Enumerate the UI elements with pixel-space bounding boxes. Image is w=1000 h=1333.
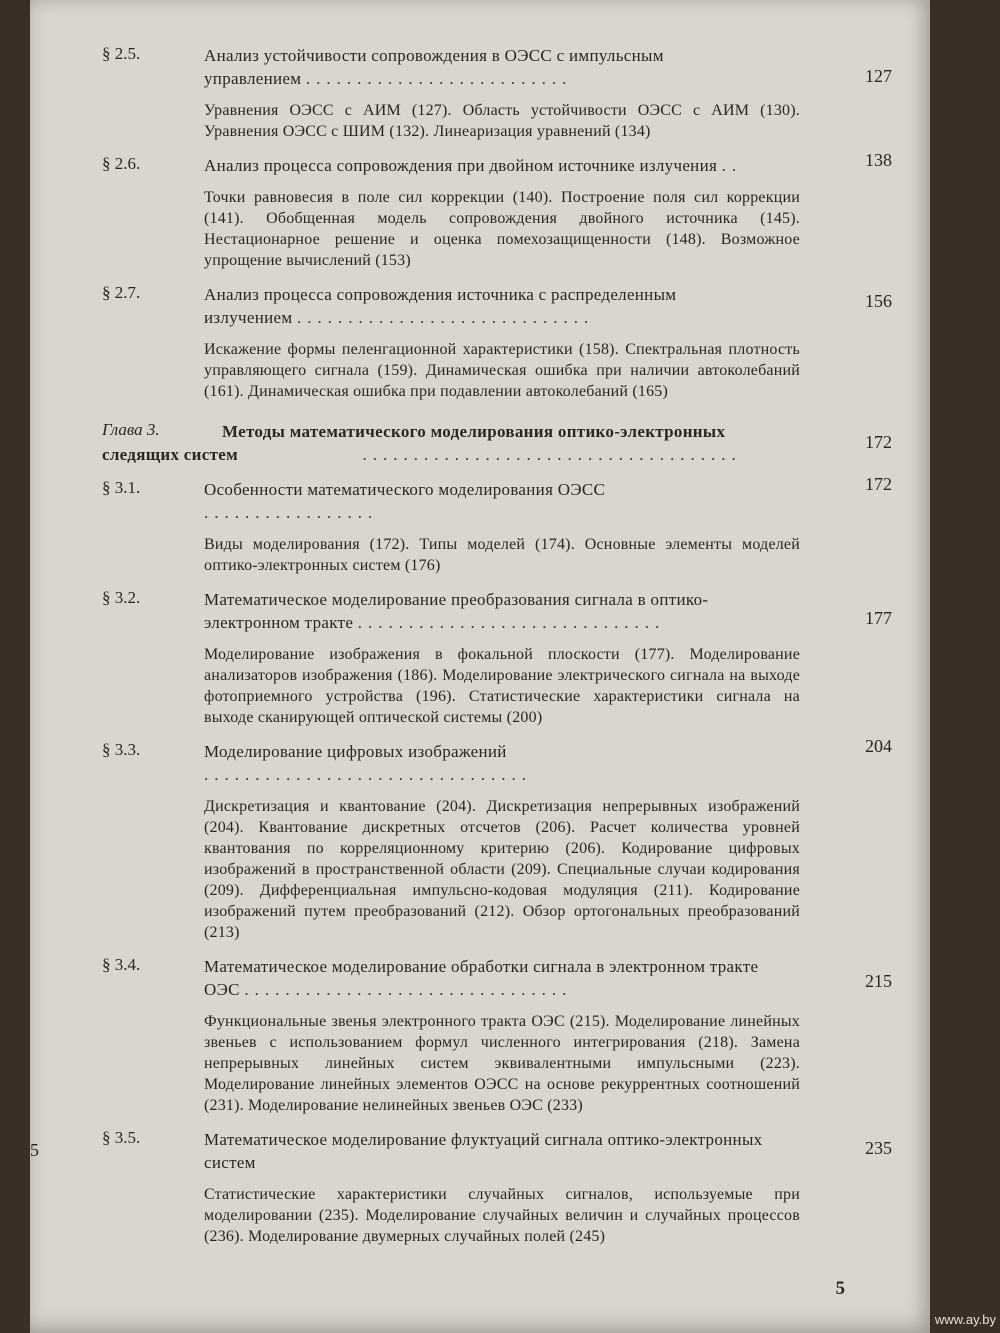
section-title: Моделирование цифровых изображений ................................ — [204, 742, 532, 784]
section-title: Особенности математического моделирования ОЭСС ................. — [204, 480, 606, 522]
section-title: Математическое моделирование обработки сигнала в электронном тракте ОЭС ................................ — [204, 957, 759, 999]
page-number: 172 — [865, 474, 892, 494]
section-title: Анализ процесса сопровождения при двойном источнике излучения .. — [204, 156, 743, 175]
section-title: Математическое моделирование преобразования сигнала в оптико-электронном тракте .............................. — [204, 590, 709, 632]
toc-entry-3-1 — [102, 474, 892, 576]
page-number: 215 — [865, 971, 892, 991]
toc-entry-3-3 — [102, 736, 892, 943]
section-description: Искажение формы пеленгационной характеристики (158). Спектральная плотность управляющего сигнала (159). Динамическая ошибка при наличии автоколебаний (161). Динамическая ошибка при подавлении автоколебаний (165) — [204, 341, 800, 400]
section-number: § 2.5. — [102, 44, 141, 63]
page-number: 127 — [865, 66, 892, 86]
page-number: 235 — [865, 1138, 892, 1158]
toc-entry-2-7 — [102, 283, 892, 402]
section-title: Математическое моделирование флуктуаций сигнала оптико-электронных систем — [204, 1130, 763, 1172]
page-number: 156 — [865, 291, 892, 311]
watermark: www.ay.by — [934, 1312, 996, 1327]
toc-entry-2-5 — [102, 44, 892, 142]
edge-page-mark: 5 — [30, 1140, 39, 1160]
toc-entry-3-2 — [102, 588, 892, 728]
section-description: Уравнения ОЭСС с АИМ (127). Область устойчивости ОЭСС с АИМ (130). Уравнения ОЭСС с ШИМ (132). Линеаризация уравнений (134) — [204, 102, 800, 140]
toc-entry-3-5 — [102, 1128, 892, 1247]
page-number: 204 — [865, 736, 892, 756]
section-number: § 3.2. — [102, 588, 141, 607]
section-number: § 2.7. — [102, 283, 141, 302]
toc-chapter-3 — [102, 420, 892, 466]
section-title: Анализ процесса сопровождения источника с распределенным излучением ............................. — [204, 285, 677, 327]
page-number: 138 — [865, 150, 892, 170]
section-number: § 3.3. — [102, 740, 141, 759]
section-title: Анализ устойчивости сопровождения в ОЭСС с импульсным управлением .......................... — [204, 46, 664, 88]
page-number: 172 — [865, 432, 892, 452]
section-description: Статистические характеристики случайных сигналов, используемые при моделировании (235). Моделирование случайных величин и случайных процессов (236). Моделирование двумерных случайных полей (245) — [204, 1186, 800, 1245]
section-description: Моделирование изображения в фокальной плоскости (177). Моделирование анализаторов изображения (186). Моделирование электрического сигнала на выходе фотоприемного устройства (196). Статистические характеристики сигнала на выходе сканирующей оптической системы (200) — [204, 646, 800, 726]
table-of-contents — [102, 44, 892, 1259]
section-description: Дискретизация и квантование (204). Дискретизация непрерывных изображений (204). Квантование дискретных отсчетов (206). Расчет количества уровней квантования по корреляционному критерию (206). Кодирование цифровых изображений в пространственной области (209). Специальные случаи кодирования (209). Дифференциальная импульсно-кодовая модуляция (211). Кодирование изображений путем преобразований (212). Обзор ортогональных преобразований (213) — [204, 798, 800, 941]
footer-page-number: 5 — [835, 1278, 845, 1299]
section-number: § 3.5. — [102, 1128, 141, 1147]
book-page — [30, 0, 930, 1333]
page-number: 177 — [865, 608, 892, 628]
section-description: Функциональные звенья электронного тракта ОЭС (215). Моделирование линейных звеньев с использованием формул численного интегрирования (218). Замена непрерывных линейных систем эквивалентными импульсными (223). Моделирование линейных элементов ОЭСС на основе рекуррентных соотношений (231). Моделирование нелинейных звеньев ОЭС (233) — [204, 1013, 800, 1114]
toc-entry-2-6 — [102, 150, 892, 271]
chapter-title: Методы математического моделирования оптико-электронных следящих систем ..................................... — [102, 422, 742, 464]
section-description: Виды моделирования (172). Типы моделей (174). Основные элементы моделей оптико-электронных систем (176) — [204, 536, 800, 574]
section-number: § 2.6. — [102, 154, 141, 173]
chapter-number: Глава 3. — [102, 420, 160, 439]
section-description: Точки равновесия в поле сил коррекции (140). Построение поля сил коррекции (141). Обобщенная модель сопровождения двойного источника (145). Нестационарное решение и оценка помехозащищенности (148). Возможное упрощение вычислений (153) — [204, 189, 800, 269]
section-number: § 3.1. — [102, 478, 141, 497]
section-number: § 3.4. — [102, 955, 141, 974]
toc-entry-3-4 — [102, 955, 892, 1116]
